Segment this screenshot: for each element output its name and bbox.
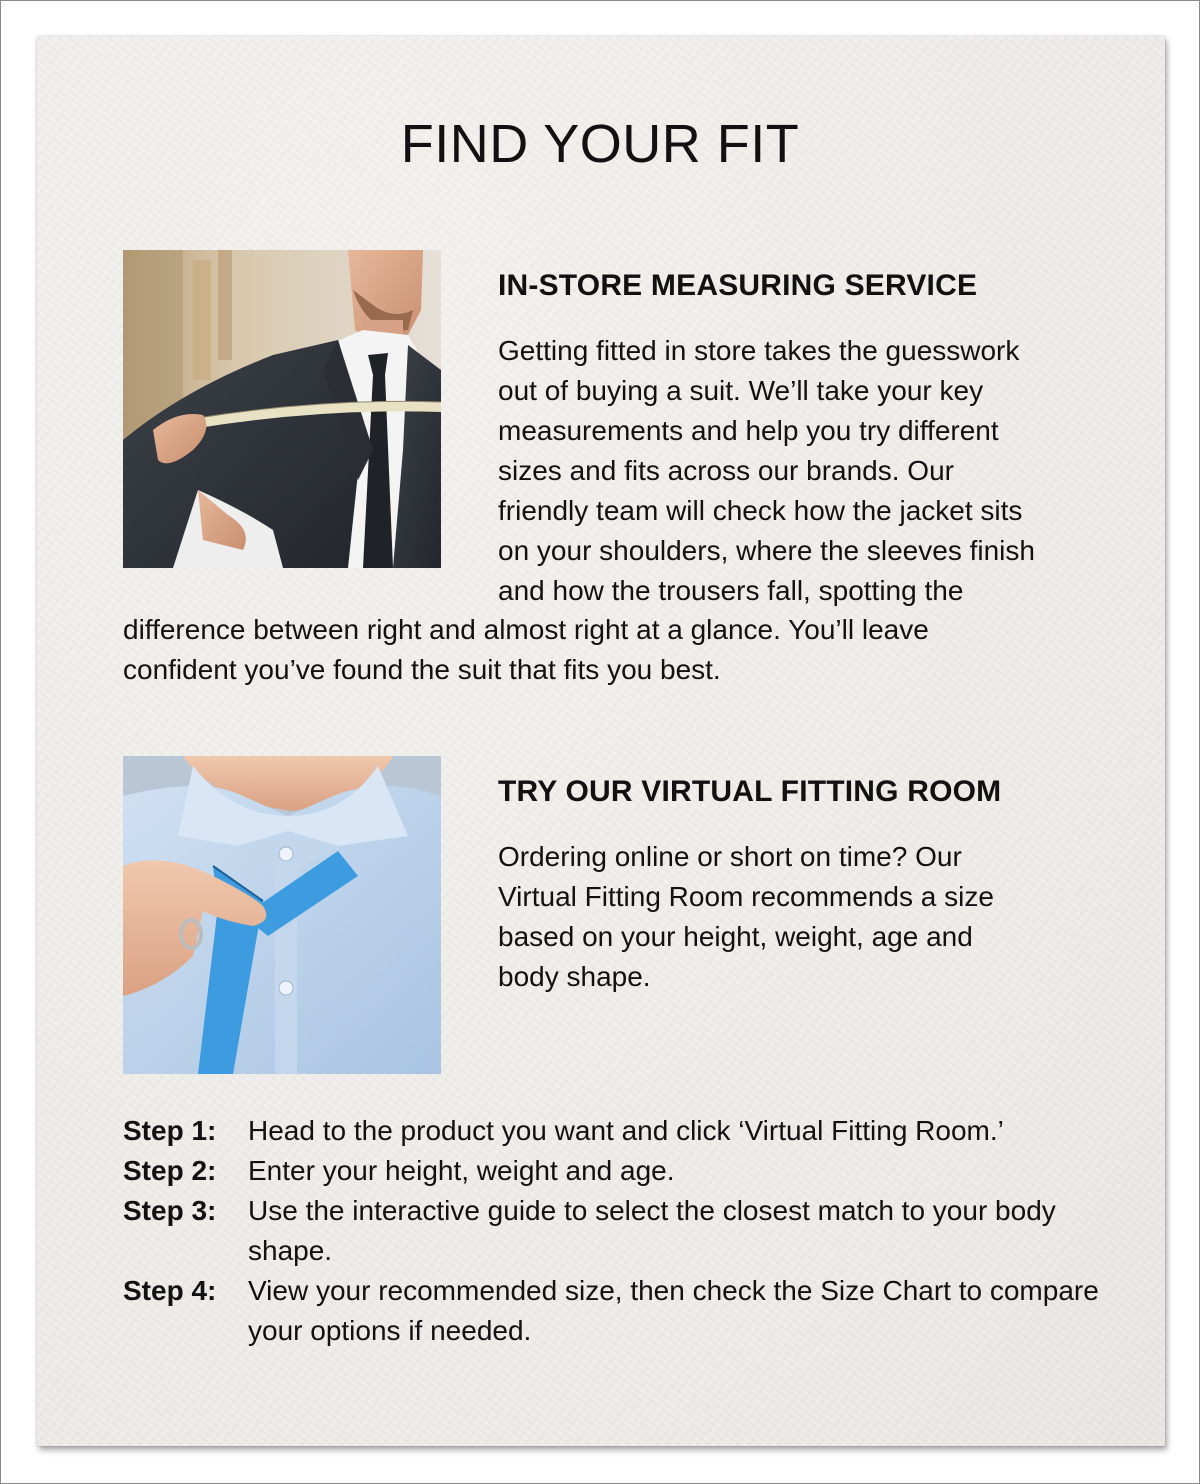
tailor-measuring-photo: [123, 250, 441, 568]
section1-line: difference between right and almost right at a glance. You’ll leave: [123, 614, 929, 645]
section1-line: confident you’ve found the suit that fits you best.: [123, 654, 721, 685]
section1-heading: IN-STORE MEASURING SERVICE: [498, 269, 978, 302]
step-text: Head to the product you want and click ‘Virtual Fitting Room.’: [248, 1115, 1004, 1146]
step-item: [123, 1191, 1133, 1271]
collar-measuring-photo: [123, 756, 441, 1074]
section1-line: sizes and fits across our brands. Our: [498, 455, 954, 486]
section2-line: Virtual Fitting Room recommends a size: [498, 881, 994, 912]
steps-list: [123, 1111, 1133, 1351]
page-title: FIND YOUR FIT: [400, 114, 800, 174]
step-item: [123, 1271, 1133, 1351]
section1-line: on your shoulders, where the sleeves finish: [498, 535, 1035, 566]
section1-line: measurements and help you try different: [498, 415, 999, 446]
section2-heading: TRY OUR VIRTUAL FITTING ROOM: [498, 775, 1002, 808]
section2-line: Ordering online or short on time? Our: [498, 841, 962, 872]
step-text: Use the interactive guide to select the closest match to your body shape.: [248, 1195, 1056, 1266]
step-item: [123, 1111, 1133, 1151]
step-label: Step 1:: [123, 1115, 217, 1146]
section2-line: body shape.: [498, 961, 651, 992]
section1-line: friendly team will check how the jacket sits: [498, 495, 1023, 526]
step-item: [123, 1151, 1133, 1191]
step-label: Step 3:: [123, 1195, 217, 1226]
step-label: Step 2:: [123, 1155, 217, 1186]
step-text: Enter your height, weight and age.: [248, 1155, 675, 1186]
section2-line: based on your height, weight, age and: [498, 921, 973, 952]
section1-line: and how the trousers fall, spotting the: [498, 575, 964, 606]
step-label: Step 4:: [123, 1275, 217, 1306]
section1-line: Getting fitted in store takes the guesswork: [498, 335, 1020, 366]
step-text: View your recommended size, then check the Size Chart to compare your options if needed.: [248, 1275, 1099, 1346]
section1-line: out of buying a suit. We’ll take your key: [498, 375, 984, 406]
